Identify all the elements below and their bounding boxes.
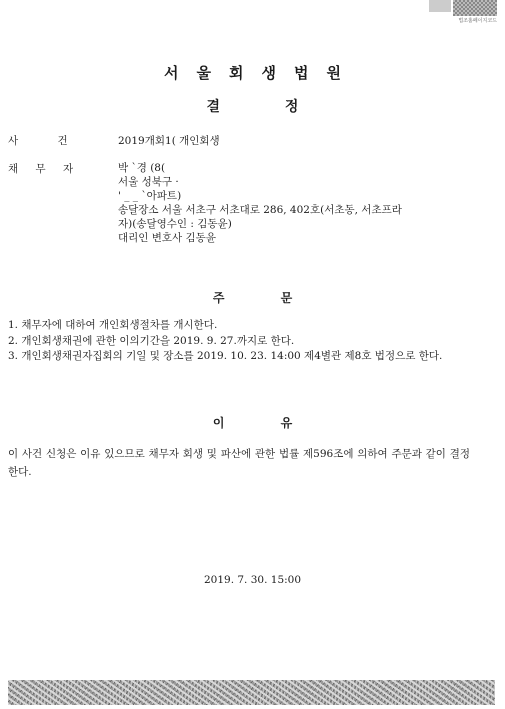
case-label: 사 건	[8, 135, 68, 147]
debtor-block	[118, 161, 402, 245]
document-title: 결 정	[206, 99, 299, 115]
court-name: 서울회생법원	[164, 64, 359, 82]
debtor-address-detail: ' _ _ `아파트)	[118, 190, 182, 202]
service-recipient: 자)(송달영수인 : 김동윤)	[118, 218, 232, 230]
case-number: 2019개회1( 개인회생	[118, 135, 220, 147]
debtor-label: 채 무 자	[8, 163, 74, 175]
order-item: 2. 개인회생채권에 관한 이의기간을 2019. 9. 27.까지로 한다.	[8, 334, 295, 347]
reason-heading: 이 유	[212, 416, 293, 430]
order-item: 3. 개인회생채권자집회의 기일 및 장소를 2019. 10. 23. 14:00 제4별관 제8호 법정으로 한다.	[8, 350, 443, 362]
order-list	[8, 318, 478, 365]
service-address: 송달장소 서울 서초구 서초대로 286, 402호(서초동, 서초프라	[118, 204, 402, 216]
qr-code-icon	[453, 0, 497, 16]
stamp-mark	[429, 0, 451, 12]
stamp-caption: 법조홈페이지코드	[458, 18, 497, 24]
document-stamp	[429, 0, 497, 24]
debtor-address: 서울 성북구 ·	[118, 176, 179, 188]
reason-text: 이 사건 신청은 이유 있으므로 채무자 회생 및 파산에 관한 법률 제596조에 의하여 주문과 같이 결정한다.	[8, 448, 470, 478]
decision-date: 2019. 7. 30. 15:00	[203, 574, 302, 586]
debtor-name: 박 `경 (8(	[118, 162, 166, 174]
attorney: 대리인 변호사 김동윤	[118, 232, 216, 244]
order-heading: 주 문	[212, 291, 293, 305]
order-item: 1. 채무자에 대하여 개인회생절차를 개시한다.	[8, 319, 218, 331]
security-pattern-band	[8, 680, 495, 705]
